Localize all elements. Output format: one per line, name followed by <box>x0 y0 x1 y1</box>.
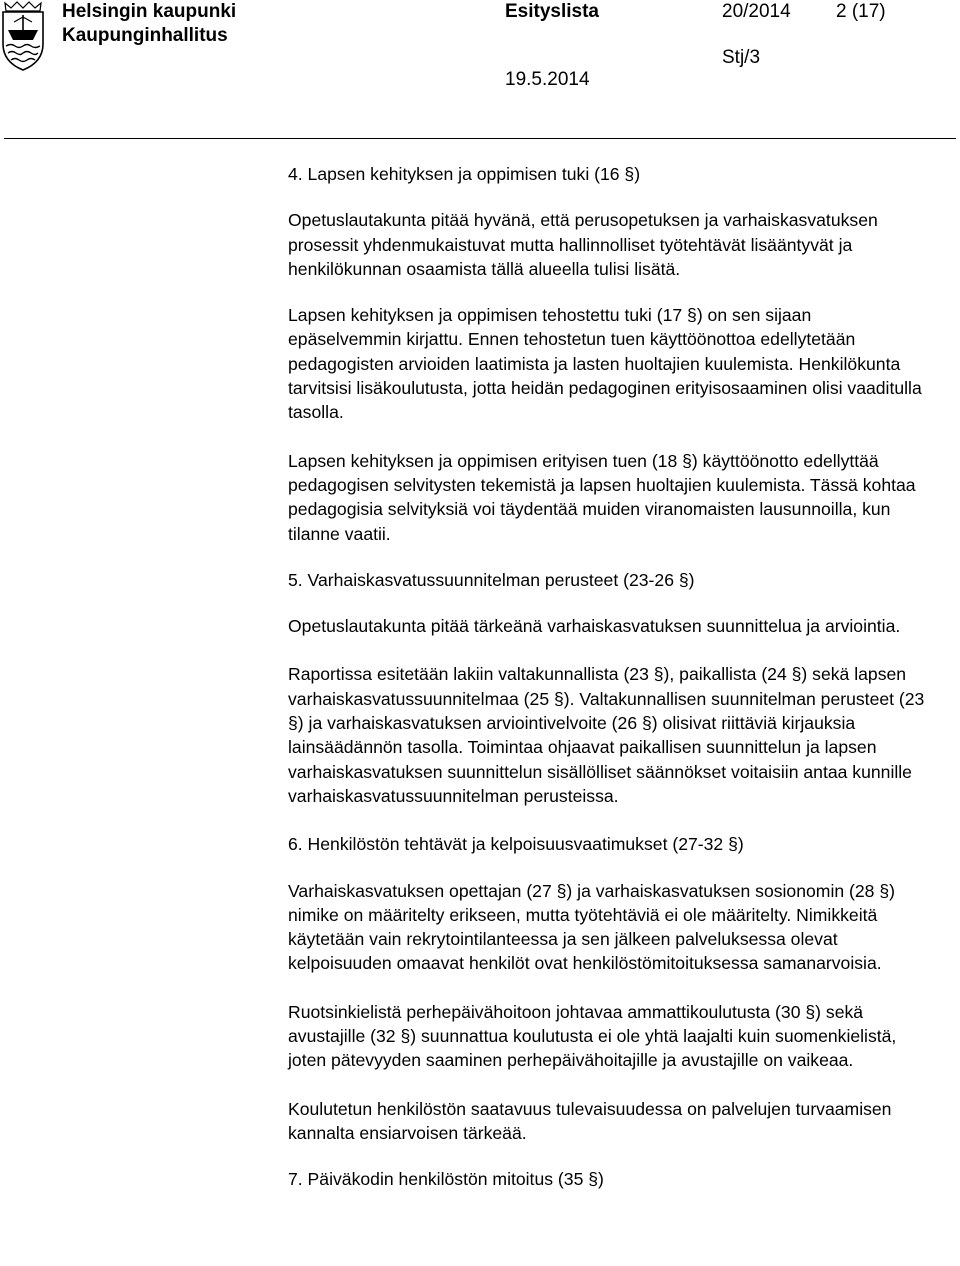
document-type: Esityslista <box>505 1 599 22</box>
section-heading-4: 4. Lapsen kehityksen ja oppimisen tuki (16 §) <box>288 164 641 184</box>
organization-name <box>62 0 236 48</box>
section-heading-6: 6. Henkilöstön tehtävät ja kelpoisuusvaatimukset (27-32 §) <box>288 834 744 855</box>
paragraph: Opetuslautakunta pitää tärkeänä varhaiskasvatuksen suunnittelua ja arviointia. <box>288 616 901 637</box>
document-header <box>0 0 960 140</box>
paragraph: Varhaiskasvatuksen opettajan (27 §) ja varhaiskasvatuksen sosionomin (28 §) nimike on määritelty erikseen, mutta työtehtäviä ei ole määritelty. Nimikkeitä käytetään vain rekrytointilanteessa ja sen jälkeen palveluksessa olevat kelpoisuuden omaavat henkilöt ovat henkilöstömitoituksessa samanarvoisia. <box>288 880 895 974</box>
section-heading-7: 7. Päiväkodin henkilöstön mitoitus (35 §) <box>288 1169 604 1190</box>
paragraph: Ruotsinkielistä perhepäivähoitoon johtavaa ammattikoulutusta (30 §) sekä avustajille (32 §) suunnattua koulutusta ei ole yhtä laajalti kuin suomenkielistä, joten pätevyyden saaminen perhepäivähoitajille ja avustajille on vaikeaa. <box>288 1001 897 1071</box>
paragraph: Lapsen kehityksen ja oppimisen erityisen tuen (18 §) käyttöönotto edellyttää pedagogisen selvitysten tekemistä ja lapsen huoltajien kuulemista. Tässä kohtaa pedagogisia selvityksiä voi täydentää muiden viranomaisten lausunnoilla, kun tilanne vaatii. <box>288 450 916 544</box>
paragraph: Opetuslautakunta pitää hyvänä, että perusopetuksen ja varhaiskasvatuksen prosessit yhdenmukaistuvat mutta hallinnolliset työtehtävät lisääntyvät ja henkilökunnan osaamista tällä alueella tulisi lisätä. <box>288 210 878 279</box>
document-number: 20/2014 <box>722 1 791 22</box>
page-number: 2 (17) <box>836 1 886 22</box>
paragraph: Raportissa esitetään lakiin valtakunnallista (23 §), paikallista (24 §) sekä lapsen varhaiskasvatussuunnitelmaa (25 §). Valtakunnallisen suunnitelman perusteet (23 §) ja varhaiskasvatuksen arviointivelvoite (26 §) olisivat riittäviä kirjauksia lainsäädännön tasolla. Toimintaa ohjaavat paikallisen suunnittelun ja lapsen varhaiskasvatuksen suunnittelun sisällölliset säännökset voitaisiin antaa kunnille varhaiskasvatussuunnitelman perusteissa. <box>288 664 925 806</box>
paragraph: Lapsen kehityksen ja oppimisen tehostettu tuki (17 §) on sen sijaan epäselvemmin kirjattu. Ennen tehostetun tuen käyttöönottoa edellytetään pedagogisten arvioiden laatimista ja lasten huoltajien kuulemista. Henkilökunta tarvitsisi lisäkoulutusta, jotta heidän pedagoginen erityisosaaminen olisi vaaditulla tasolla. <box>288 305 922 423</box>
helsinki-crest-logo <box>0 0 46 72</box>
document-body <box>288 162 928 1192</box>
organization-city: Helsingin kaupunki <box>62 1 237 22</box>
section-heading-5: 5. Varhaiskasvatussuunnitelman perusteet (23-26 §) <box>288 569 695 590</box>
reference-code: Stj/3 <box>722 47 761 68</box>
paragraph: Koulutetun henkilöstön saatavuus tulevaisuudessa on palvelujen turvaamisen kannalta ensiarvoisen tärkeää. <box>288 1098 892 1143</box>
document-date: 19.5.2014 <box>505 69 590 90</box>
organization-body: Kaupunginhallitus <box>62 25 228 46</box>
header-divider <box>4 138 956 139</box>
